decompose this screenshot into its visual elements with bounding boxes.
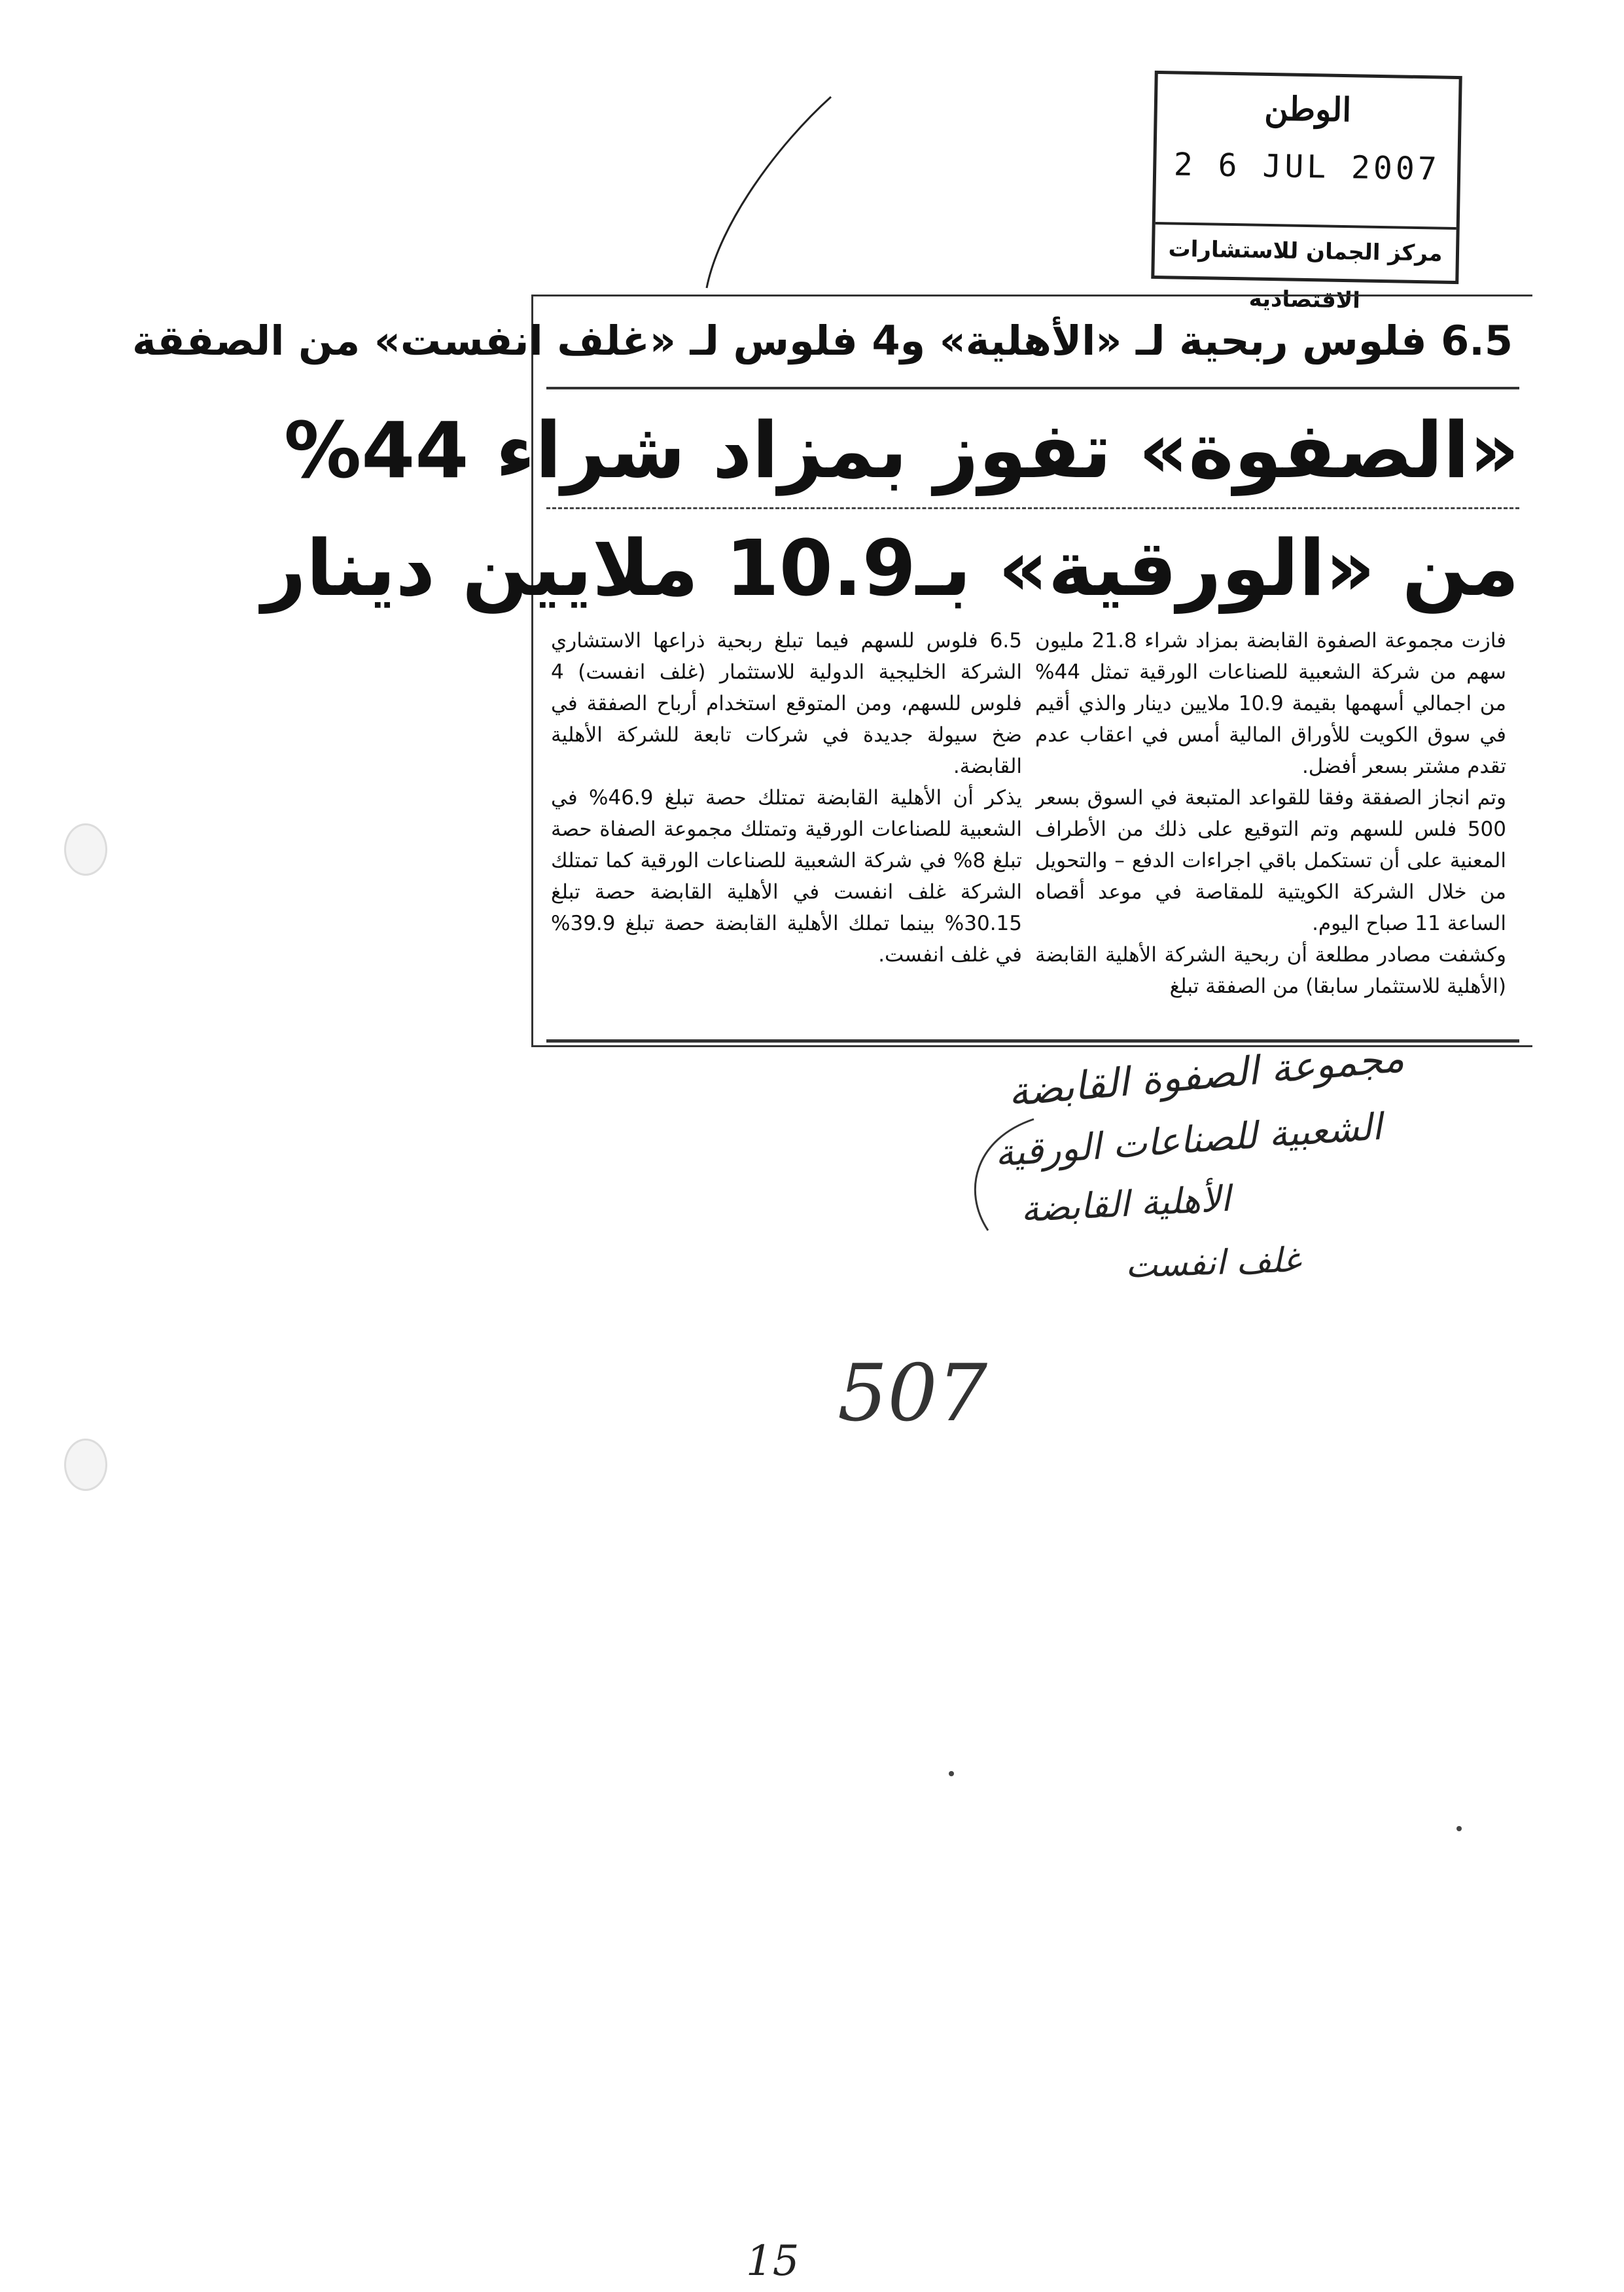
punch-hole-top: [64, 823, 107, 876]
footer-page-number: 15: [746, 2237, 800, 2285]
handwritten-note-line3: الأهلية القابضة: [1019, 1177, 1232, 1230]
article-column-right: [1035, 625, 1506, 1024]
paper-speck: [1456, 1826, 1462, 1831]
handwritten-page-number: 507: [838, 1348, 988, 1439]
article-paragraph: فازت مجموعة الصفوة القابضة بمزاد شراء 21.8 مليون سهم من شركة الشعبية للصناعات الورقية تمثل 44% من اجمالي أسهمها بقيمة 10.9 ملايين دينار والذي أقيم في سوق الكويت للأوراق المالية أمس في اعقاب عدم تقدم مشتر بسعر أفضل.: [1035, 629, 1506, 778]
handwritten-bracket-mark: [949, 1113, 1040, 1244]
article-column-left: [551, 625, 1022, 1024]
handwritten-note-line1: مجموعة الصفوة القابضة: [1006, 1035, 1406, 1116]
stamp-organization: مركز الجمان للاستشارات الاقتصادية: [1154, 222, 1456, 281]
divider-rule-dashed: [546, 507, 1519, 509]
stamp-date: 2 6 JUL 2007: [1173, 146, 1441, 188]
newspaper-clipping: [132, 295, 1532, 1047]
article-paragraph: وكشفت مصادر مطلعة أن ربحية الشركة الأهلية القابضة (الأهلية للاستثمار سابقا) من الصفقة تبلغ: [1035, 943, 1506, 998]
handwritten-note-line4: غلف انفست: [1125, 1240, 1301, 1286]
article-headline-line2: من «الورقية» بـ10.9 ملايين دينار: [261, 523, 1519, 613]
pen-stroke-mark: [680, 92, 851, 301]
article-paragraph: وتم انجاز الصفقة وفقا للقواعد المتبعة في السوق بسعر 500 فلس للسهم وتم التوقيع على ذلك من الأطراف المعنية على أن تستكمل باقي اجراءات الدفع – والتحويل من خلال الشركة الكويتية للمقاصة في موعد أقصاه الساعة 11 صباح اليوم.: [1035, 786, 1506, 935]
divider-rule: [546, 387, 1519, 389]
punch-hole-bottom: [64, 1439, 107, 1491]
article-paragraph: 6.5 فلوس للسهم فيما تبلغ ربحية ذراعها الاستشاري الشركة الخليجية الدولية للاستثمار (غلف انفست) 4 فلوس للسهم، ومن المتوقع استخدام أرباح الصفقة في ضخ سيولة جديدة في شركات تابعة للشركة الأهلية القابضة.: [551, 629, 1022, 778]
stamp-newspaper-name: الوطن: [1263, 88, 1352, 130]
paper-speck: [949, 1771, 954, 1776]
article-subheadline: 6.5 فلوس ربحية لـ «الأهلية» و4 فلوس لـ «غلف انفست» من الصفقة: [132, 317, 1513, 365]
archive-stamp: [1151, 71, 1462, 314]
article-paragraph: يذكر أن الأهلية القابضة تمتلك حصة تبلغ 46.9% في الشعبية للصناعات الورقية وتمتلك مجموعة الصفاة حصة تبلغ 8% في شركة الشعبية للصناعات الورقية كما تمتلك الشركة غلف انفست في الأهلية القابضة حصة تبلغ 30.15% بينما تملك الأهلية القابضة حصة تبلغ 39.9% في غلف انفست.: [551, 786, 1022, 967]
handwritten-note-line2: الشعبية للصناعات الورقية: [993, 1105, 1384, 1175]
article-headline-line1: «الصفوة» تفوز بمزاد شراء 44%: [283, 405, 1519, 495]
